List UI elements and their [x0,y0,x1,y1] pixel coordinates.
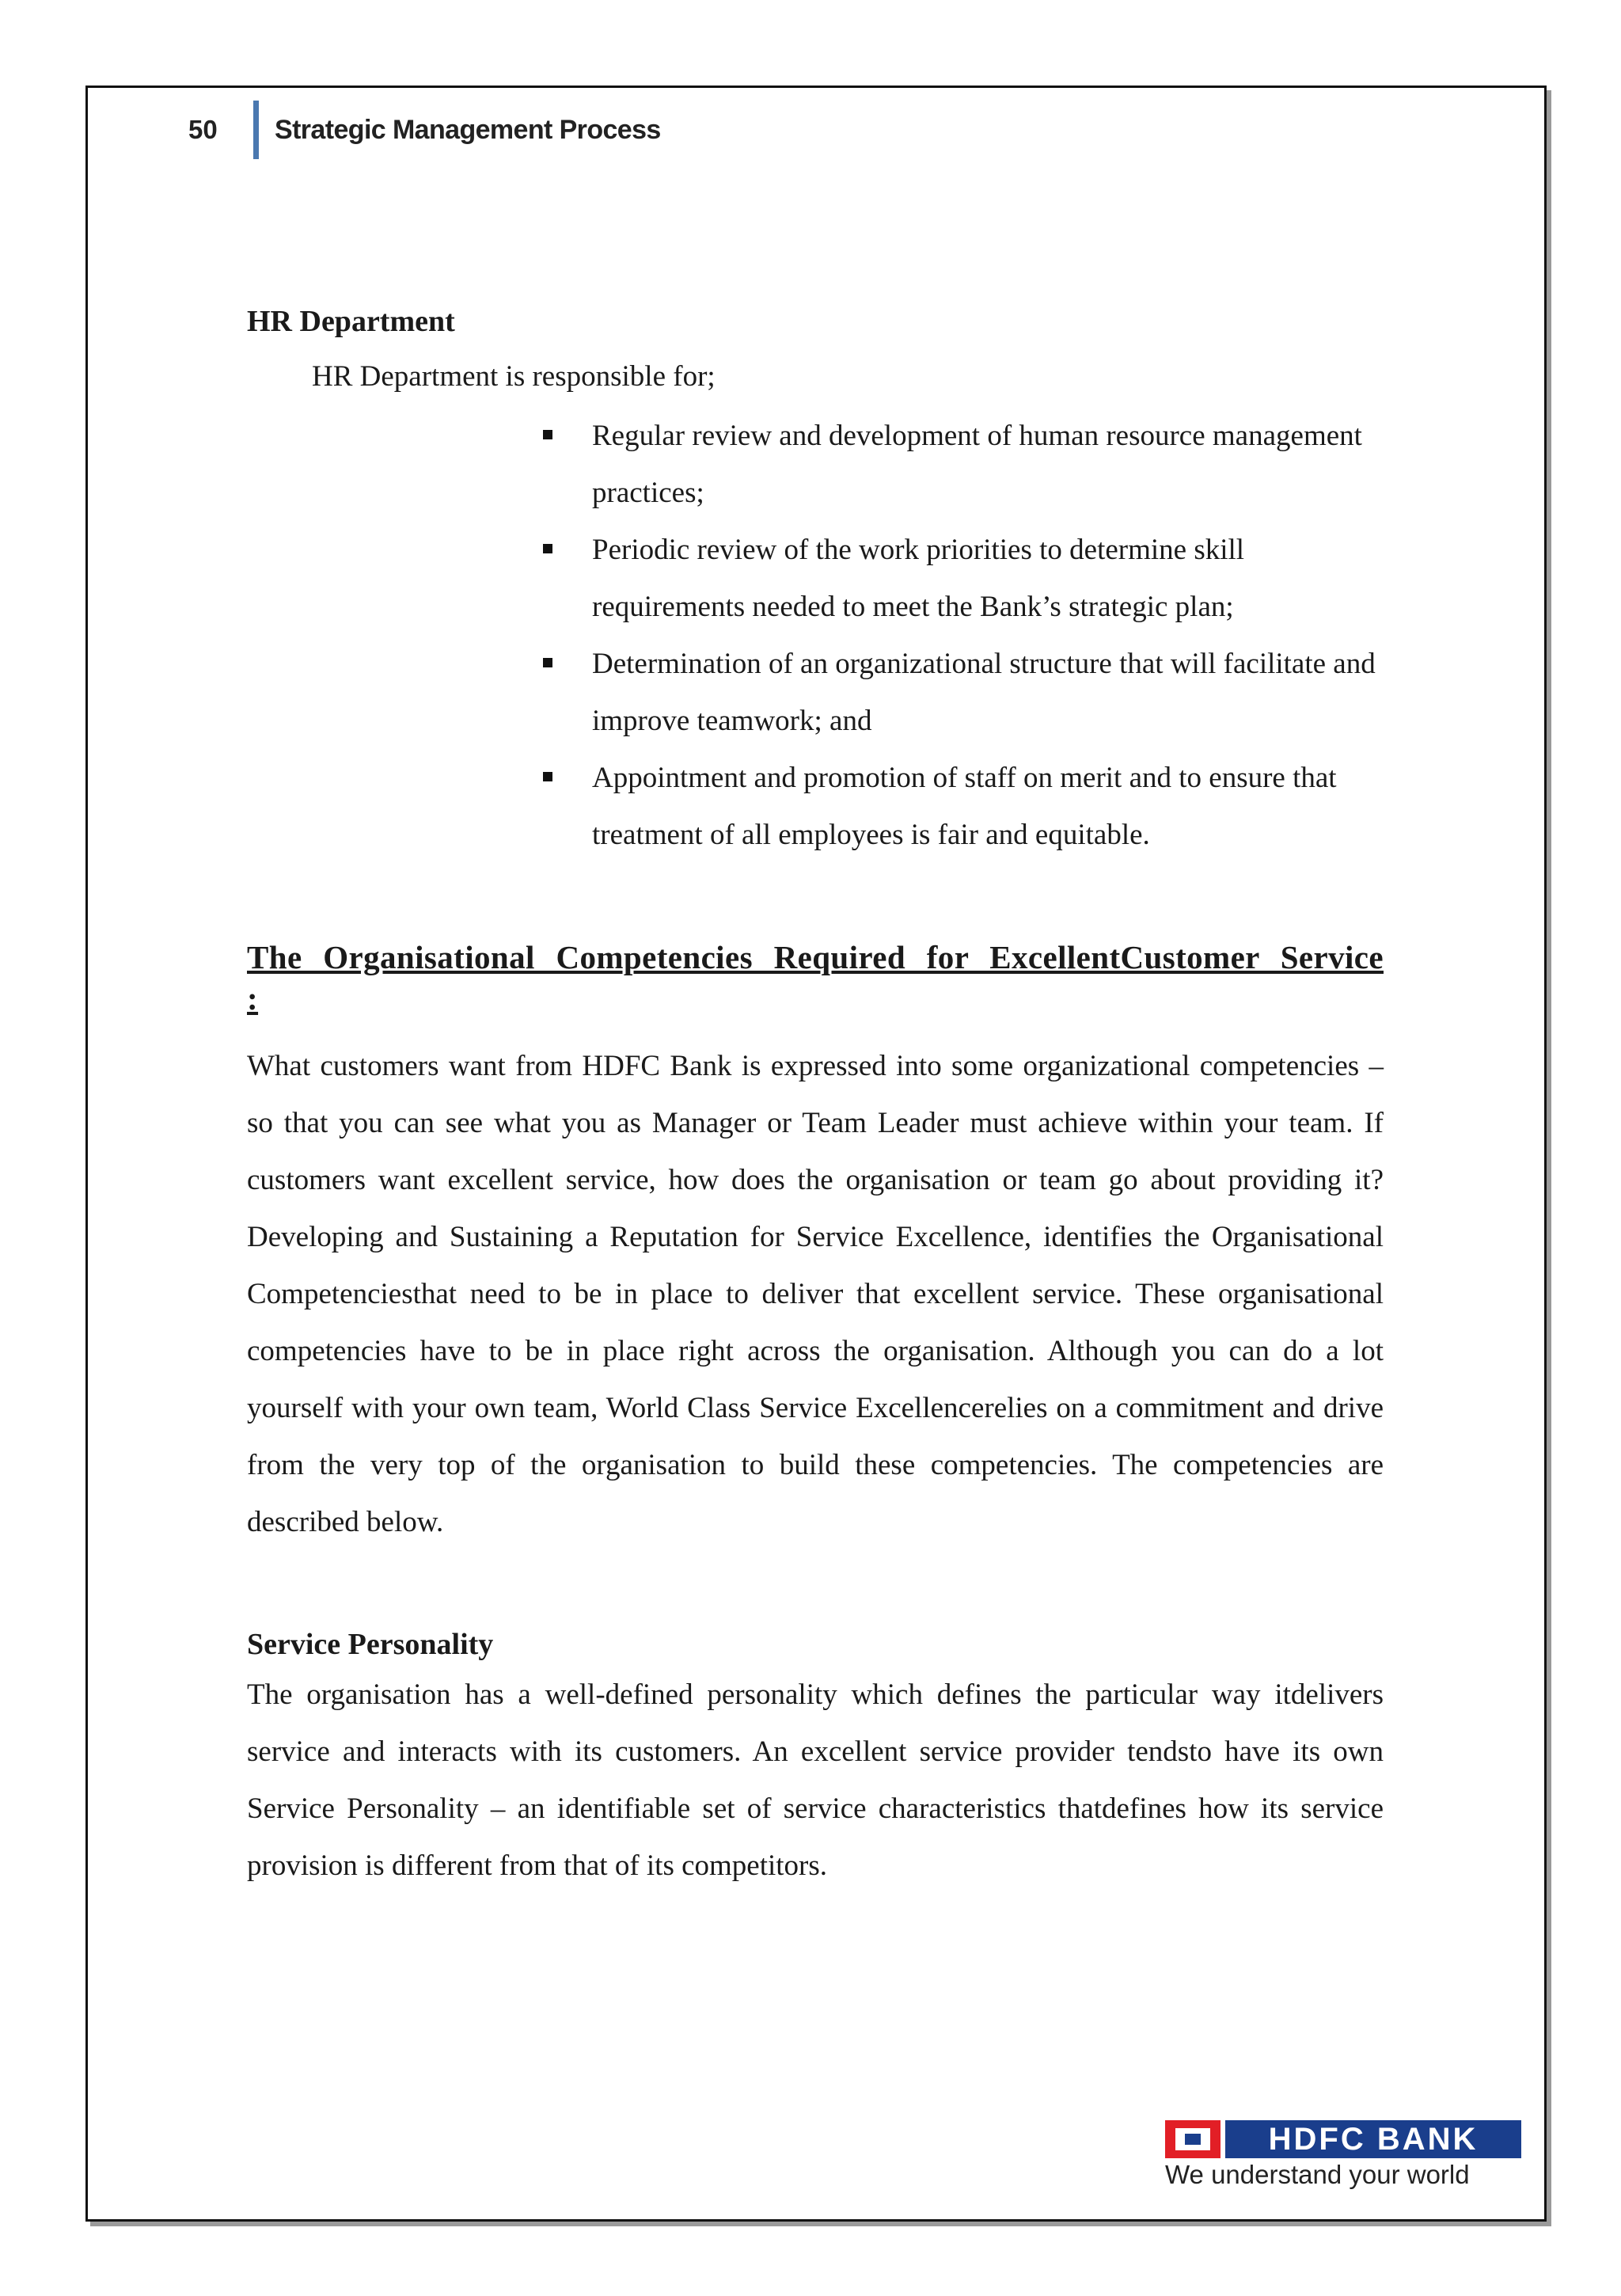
service-personality-heading: Service Personality [247,1628,494,1661]
competencies-paragraph: What customers want from HDFC Bank is expressed into some organizational competencies – so that you can see what you as Manager or Team Leader must achieve within your team. If customers want excellent service, how does the organisation or team go about providing it? Developing and Sustaining a Reputation for Service Excellence, identifies the Organisational Competenciesthat need to be in place to deliver that excellent service. These organisational competencies have to be in place right across the organisation. Although you can do a lot yourself with your own team, World Class Service Excellencerelies on a commitment and drive from the very top of the organisation to build these competencies. The competencies are described below. [247,1050,1384,1538]
square-bullet-icon [543,544,552,553]
square-bullet-icon [543,658,552,667]
running-title: Strategic Management Process [275,114,661,145]
service-personality-paragraph: The organisation has a well-defined personality which defines the particular way itdelivers service and interacts with its customers. An excellent service provider tendsto have its own Service Personality – an identifiable set of service characteristics thatdefines how its service provision is different from that of its competitors. [247,1678,1384,1882]
hr-responsibility-list [247,408,1384,864]
list-item [543,522,1384,636]
square-bullet-icon [543,772,552,781]
list-item-text: Appointment and promotion of staff on merit and to ensure that treatment of all employees is fair and equitable. [592,762,1337,851]
square-bullet-icon [543,430,552,439]
logo-tagline: We understand your world [1165,2160,1470,2189]
list-item [543,750,1384,864]
list-item [543,408,1384,522]
competencies-heading: The Organisational Competencies Required for ExcellentCustomer Service : [247,939,1384,1017]
list-item [543,636,1384,750]
list-item-text: Periodic review of the work priorities to determine skill requirements needed to meet the Bank’s strategic plan; [592,534,1245,623]
logo-wordmark: HDFC BANK [1225,2120,1521,2158]
page-number: 50 [188,115,218,144]
page-content [247,304,1384,1895]
list-item-text: Regular review and development of human resource management practices; [592,420,1362,509]
list-item-text: Determination of an organizational structure that will facilitate and improve teamwork; and [592,648,1376,737]
hr-heading: HR Department [247,305,455,338]
page-header [188,101,661,158]
hdfc-bank-logo [1165,2120,1521,2190]
header-divider [253,101,259,159]
hr-intro: HR Department is responsible for; [312,360,716,393]
hdfc-emblem-icon [1165,2120,1220,2158]
